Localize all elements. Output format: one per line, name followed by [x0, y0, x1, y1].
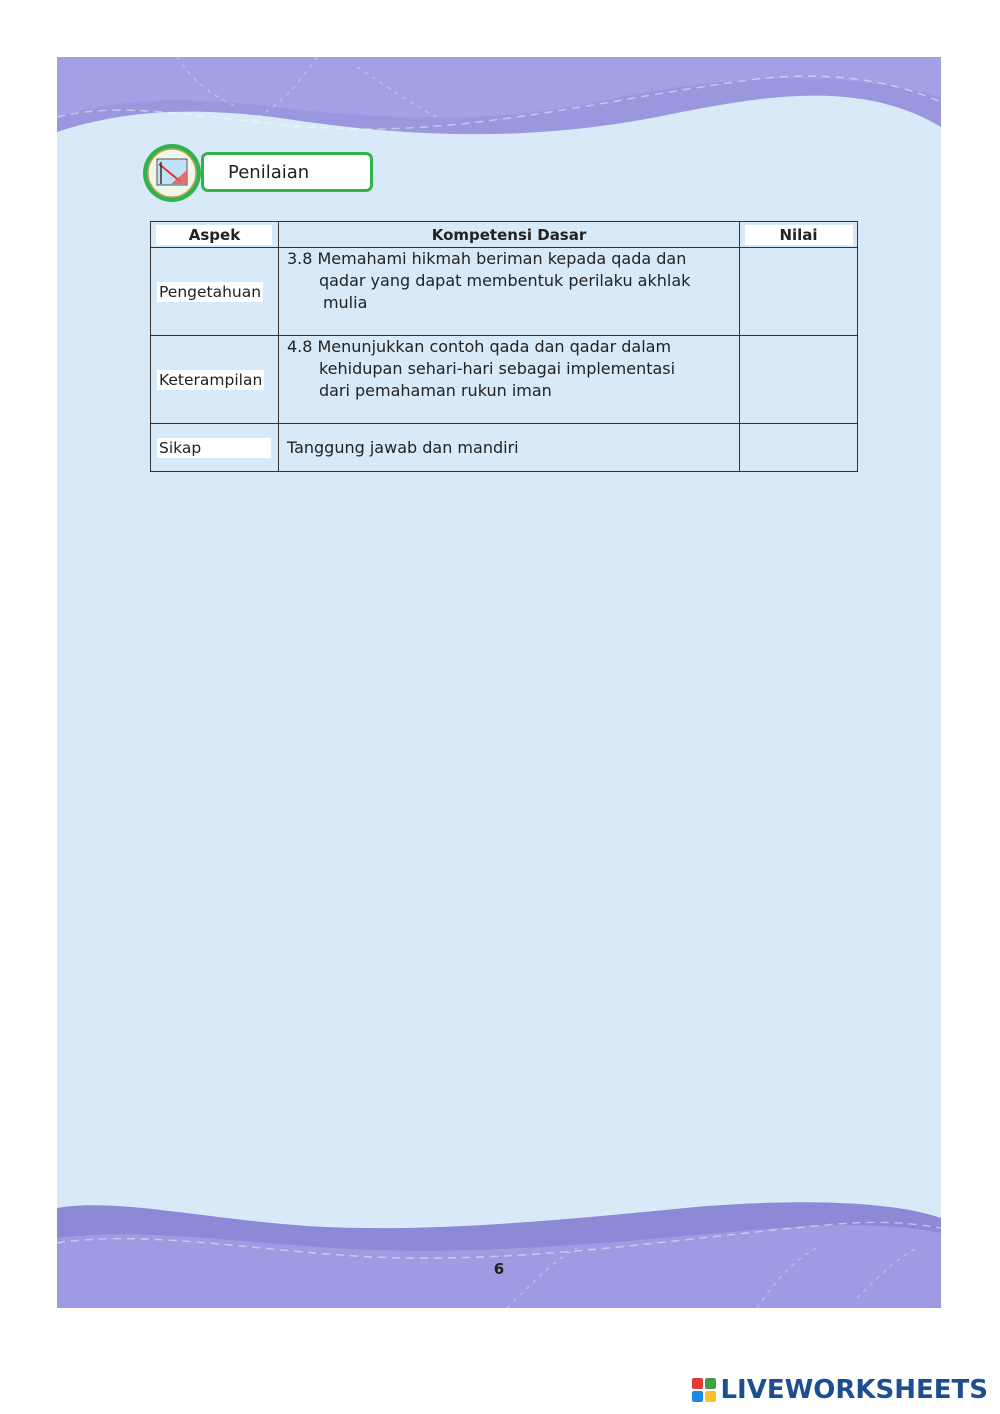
- table-row: [151, 424, 858, 472]
- assessment-icon: [141, 142, 203, 204]
- aspect-cell: Keterampilan: [151, 336, 279, 424]
- section-title: Penilaian: [228, 162, 310, 183]
- competency-cell: [278, 248, 739, 336]
- bottom-wave-decoration: [57, 1198, 941, 1308]
- value-cell[interactable]: [740, 424, 858, 472]
- competency-line: dari pemahaman rukun iman: [318, 381, 552, 400]
- competency-line: Menunjukkan contoh qada dan qadar dalam: [317, 337, 672, 356]
- table-header-row: [151, 222, 858, 248]
- table-row: [151, 336, 858, 424]
- value-cell[interactable]: [740, 336, 858, 424]
- competency-line: kehidupan sehari-hari sebagai implementasi: [318, 359, 676, 378]
- brand-name: LIVEWORKSHEETS: [720, 1375, 988, 1405]
- competency-line: Memahami hikmah beriman kepada qada dan: [317, 249, 687, 268]
- aspect-cell: Sikap: [151, 424, 279, 472]
- page-number: 6: [493, 1260, 505, 1278]
- aspect-cell: Pengetahuan: [151, 248, 279, 336]
- section-title-box: [201, 152, 373, 192]
- competency-line: qadar yang dapat membentuk perilaku akhlak: [318, 271, 691, 290]
- competency-number: 4.8: [286, 337, 313, 356]
- worksheet-page: [57, 57, 941, 1308]
- competency-cell: [278, 424, 739, 472]
- table-row: [151, 248, 858, 336]
- competency-line: Tanggung jawab dan mandiri: [286, 437, 519, 457]
- header-kompetensi: Kompetensi Dasar: [278, 222, 739, 248]
- header-aspek: Aspek: [151, 222, 279, 248]
- value-cell[interactable]: [740, 248, 858, 336]
- header-nilai: Nilai: [740, 222, 858, 248]
- liveworksheets-brand: [692, 1374, 988, 1406]
- liveworksheets-logo-icon: [692, 1378, 716, 1402]
- competency-number: 3.8: [286, 249, 313, 268]
- section-header: [141, 142, 381, 204]
- competency-line: mulia: [322, 293, 368, 312]
- competency-cell: [278, 336, 739, 424]
- assessment-table: [150, 221, 858, 472]
